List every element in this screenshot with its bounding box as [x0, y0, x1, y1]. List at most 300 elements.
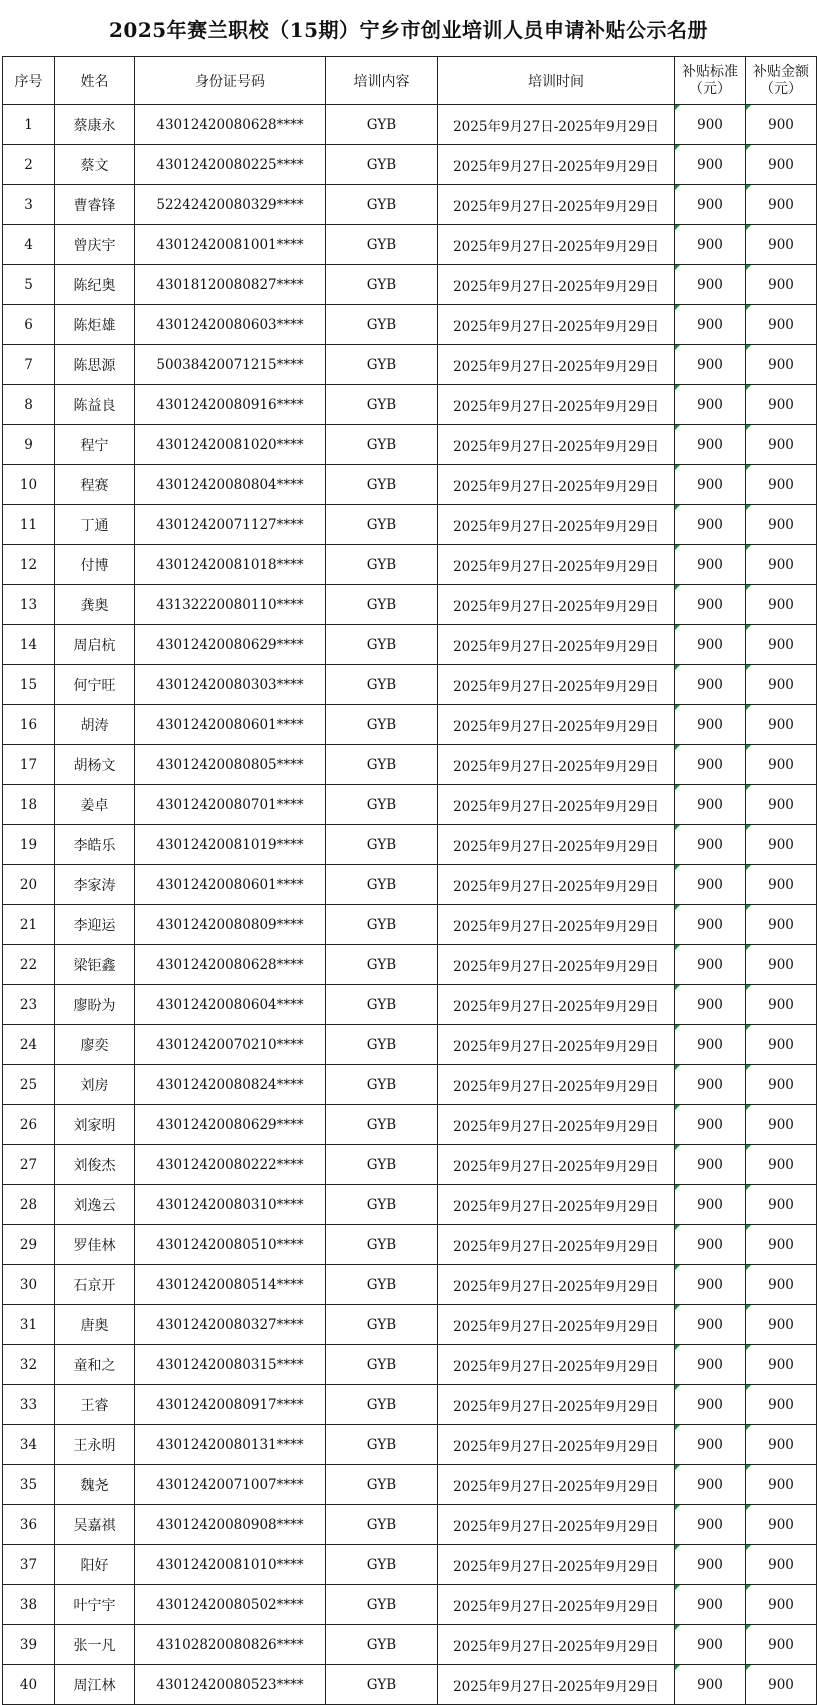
cell-name: 陈思源 [55, 345, 135, 385]
cell-seq: 10 [3, 465, 55, 505]
table-row [3, 345, 817, 385]
table-row [3, 905, 817, 945]
table-row [3, 865, 817, 905]
cell-subsidy-amount: 900 [746, 1625, 817, 1665]
cell-name: 刘逸云 [55, 1185, 135, 1225]
cell-subsidy-amount: 900 [746, 1225, 817, 1265]
cell-training-content: GYB [326, 1025, 438, 1065]
table-row [3, 1065, 817, 1105]
cell-subsidy-amount: 900 [746, 1065, 817, 1105]
cell-name: 周启杭 [55, 625, 135, 665]
cell-training-time: 2025年9月27日-2025年9月29日 [438, 305, 675, 345]
cell-seq: 6 [3, 305, 55, 345]
cell-subsidy-standard: 900 [675, 505, 746, 545]
cell-seq: 33 [3, 1385, 55, 1425]
cell-subsidy-standard: 900 [675, 385, 746, 425]
cell-id-number: 43012420080603**** [135, 305, 326, 345]
cell-training-time: 2025年9月27日-2025年9月29日 [438, 545, 675, 585]
cell-subsidy-standard: 900 [675, 345, 746, 385]
cell-id-number: 43012420081001**** [135, 225, 326, 265]
cell-subsidy-amount: 900 [746, 1025, 817, 1065]
table-row [3, 1225, 817, 1265]
cell-id-number: 43012420080225**** [135, 145, 326, 185]
cell-training-content: GYB [326, 905, 438, 945]
cell-training-content: GYB [326, 745, 438, 785]
cell-training-time: 2025年9月27日-2025年9月29日 [438, 865, 675, 905]
cell-training-content: GYB [326, 705, 438, 745]
cell-id-number: 43012420081010**** [135, 1545, 326, 1585]
header-seq: 序号 [3, 57, 55, 105]
cell-training-content: GYB [326, 1425, 438, 1465]
cell-subsidy-standard: 900 [675, 1225, 746, 1265]
cell-name: 李皓乐 [55, 825, 135, 865]
cell-subsidy-amount: 900 [746, 1145, 817, 1185]
cell-subsidy-standard: 900 [675, 1185, 746, 1225]
cell-training-time: 2025年9月27日-2025年9月29日 [438, 585, 675, 625]
cell-subsidy-amount: 900 [746, 345, 817, 385]
cell-subsidy-standard: 900 [675, 145, 746, 185]
header-subsidy-standard-line2: （元） [689, 80, 731, 97]
cell-subsidy-standard: 900 [675, 1345, 746, 1385]
subsidy-table [2, 56, 817, 1705]
cell-training-content: GYB [326, 625, 438, 665]
cell-seq: 5 [3, 265, 55, 305]
cell-name: 付博 [55, 545, 135, 585]
cell-subsidy-standard: 900 [675, 1145, 746, 1185]
cell-seq: 2 [3, 145, 55, 185]
table-row [3, 1505, 817, 1545]
cell-training-time: 2025年9月27日-2025年9月29日 [438, 785, 675, 825]
cell-training-content: GYB [326, 1545, 438, 1585]
cell-subsidy-standard: 900 [675, 105, 746, 145]
cell-training-content: GYB [326, 1665, 438, 1705]
cell-training-content: GYB [326, 1505, 438, 1545]
cell-seq: 28 [3, 1185, 55, 1225]
cell-training-content: GYB [326, 825, 438, 865]
cell-subsidy-standard: 900 [675, 585, 746, 625]
cell-name: 童和之 [55, 1345, 135, 1385]
cell-training-time: 2025年9月27日-2025年9月29日 [438, 145, 675, 185]
cell-name: 梁钜鑫 [55, 945, 135, 985]
cell-name: 刘房 [55, 1065, 135, 1105]
table-row [3, 825, 817, 865]
cell-id-number: 43012420080701**** [135, 785, 326, 825]
cell-name: 龚奥 [55, 585, 135, 625]
cell-subsidy-amount: 900 [746, 1545, 817, 1585]
cell-subsidy-amount: 900 [746, 105, 817, 145]
cell-id-number: 43012420070210**** [135, 1025, 326, 1065]
cell-subsidy-amount: 900 [746, 905, 817, 945]
table-row [3, 225, 817, 265]
header-training-content: 培训内容 [326, 57, 438, 105]
cell-subsidy-amount: 900 [746, 1385, 817, 1425]
cell-training-content: GYB [326, 1105, 438, 1145]
cell-subsidy-amount: 900 [746, 1465, 817, 1505]
header-subsidy-amount-line1: 补贴金额 [753, 63, 809, 80]
cell-training-time: 2025年9月27日-2025年9月29日 [438, 1465, 675, 1505]
table-body [3, 105, 817, 1705]
cell-training-content: GYB [326, 1145, 438, 1185]
cell-training-time: 2025年9月27日-2025年9月29日 [438, 1625, 675, 1665]
cell-subsidy-standard: 900 [675, 745, 746, 785]
cell-training-time: 2025年9月27日-2025年9月29日 [438, 665, 675, 705]
cell-seq: 40 [3, 1665, 55, 1705]
cell-subsidy-amount: 900 [746, 545, 817, 585]
cell-training-time: 2025年9月27日-2025年9月29日 [438, 105, 675, 145]
cell-id-number: 43012420071127**** [135, 505, 326, 545]
cell-id-number: 43012420080131**** [135, 1425, 326, 1465]
cell-training-time: 2025年9月27日-2025年9月29日 [438, 1225, 675, 1265]
cell-id-number: 43012420080315**** [135, 1345, 326, 1385]
cell-name: 曾庆宇 [55, 225, 135, 265]
cell-training-content: GYB [326, 1345, 438, 1385]
cell-subsidy-amount: 900 [746, 625, 817, 665]
cell-subsidy-amount: 900 [746, 1105, 817, 1145]
cell-training-content: GYB [326, 1305, 438, 1345]
cell-seq: 8 [3, 385, 55, 425]
cell-training-time: 2025年9月27日-2025年9月29日 [438, 345, 675, 385]
cell-seq: 18 [3, 785, 55, 825]
table-row [3, 745, 817, 785]
cell-id-number: 43012420080629**** [135, 1105, 326, 1145]
cell-training-content: GYB [326, 945, 438, 985]
cell-subsidy-amount: 900 [746, 1345, 817, 1385]
table-row [3, 1185, 817, 1225]
cell-training-content: GYB [326, 1225, 438, 1265]
cell-subsidy-amount: 900 [746, 1665, 817, 1705]
cell-id-number: 43012420080628**** [135, 945, 326, 985]
cell-subsidy-amount: 900 [746, 1505, 817, 1545]
cell-id-number: 43012420080510**** [135, 1225, 326, 1265]
cell-seq: 34 [3, 1425, 55, 1465]
cell-id-number: 52242420080329**** [135, 185, 326, 225]
cell-training-content: GYB [326, 985, 438, 1025]
cell-name: 丁通 [55, 505, 135, 545]
cell-seq: 32 [3, 1345, 55, 1385]
cell-subsidy-amount: 900 [746, 425, 817, 465]
cell-id-number: 43132220080110**** [135, 585, 326, 625]
cell-training-content: GYB [326, 665, 438, 705]
cell-subsidy-amount: 900 [746, 145, 817, 185]
cell-name: 阳好 [55, 1545, 135, 1585]
cell-subsidy-standard: 900 [675, 225, 746, 265]
cell-name: 蔡文 [55, 145, 135, 185]
cell-seq: 17 [3, 745, 55, 785]
cell-subsidy-standard: 900 [675, 1385, 746, 1425]
table-row [3, 1585, 817, 1625]
cell-id-number: 43012420080804**** [135, 465, 326, 505]
cell-subsidy-standard: 900 [675, 1545, 746, 1585]
cell-subsidy-amount: 900 [746, 1425, 817, 1465]
cell-seq: 14 [3, 625, 55, 665]
cell-training-content: GYB [326, 1465, 438, 1505]
page-title: 2025年赛兰职校（15期）宁乡市创业培训人员申请补贴公示名册 [109, 17, 708, 42]
cell-name: 王睿 [55, 1385, 135, 1425]
header-subsidy-standard-line1: 补贴标准 [682, 63, 738, 80]
header-subsidy-amount [746, 57, 817, 105]
cell-subsidy-standard: 900 [675, 425, 746, 465]
cell-id-number: 43012420080514**** [135, 1265, 326, 1305]
cell-training-time: 2025年9月27日-2025年9月29日 [438, 1185, 675, 1225]
cell-training-content: GYB [326, 505, 438, 545]
cell-training-content: GYB [326, 1065, 438, 1105]
cell-seq: 7 [3, 345, 55, 385]
cell-name: 程宁 [55, 425, 135, 465]
cell-subsidy-amount: 900 [746, 985, 817, 1025]
cell-subsidy-standard: 900 [675, 785, 746, 825]
cell-training-time: 2025年9月27日-2025年9月29日 [438, 425, 675, 465]
table-row [3, 545, 817, 585]
cell-seq: 24 [3, 1025, 55, 1065]
cell-subsidy-amount: 900 [746, 225, 817, 265]
table-row [3, 185, 817, 225]
cell-id-number: 43012420081020**** [135, 425, 326, 465]
cell-subsidy-amount: 900 [746, 865, 817, 905]
cell-seq: 21 [3, 905, 55, 945]
cell-training-content: GYB [326, 305, 438, 345]
cell-seq: 26 [3, 1105, 55, 1145]
cell-subsidy-amount: 900 [746, 825, 817, 865]
table-row [3, 1305, 817, 1345]
cell-subsidy-standard: 900 [675, 705, 746, 745]
cell-subsidy-amount: 900 [746, 1585, 817, 1625]
cell-name: 李迎运 [55, 905, 135, 945]
cell-training-content: GYB [326, 225, 438, 265]
cell-subsidy-standard: 900 [675, 265, 746, 305]
cell-name: 吴嘉祺 [55, 1505, 135, 1545]
cell-subsidy-standard: 900 [675, 625, 746, 665]
cell-seq: 27 [3, 1145, 55, 1185]
table-row [3, 585, 817, 625]
cell-subsidy-standard: 900 [675, 185, 746, 225]
table-row [3, 1265, 817, 1305]
cell-seq: 22 [3, 945, 55, 985]
header-training-time: 培训时间 [438, 57, 675, 105]
cell-name: 罗佳林 [55, 1225, 135, 1265]
cell-id-number: 43012420080916**** [135, 385, 326, 425]
cell-name: 刘俊杰 [55, 1145, 135, 1185]
cell-name: 廖奕 [55, 1025, 135, 1065]
table-row [3, 1665, 817, 1705]
cell-subsidy-standard: 900 [675, 825, 746, 865]
cell-seq: 23 [3, 985, 55, 1025]
table-row [3, 1105, 817, 1145]
cell-name: 石京开 [55, 1265, 135, 1305]
cell-training-time: 2025年9月27日-2025年9月29日 [438, 225, 675, 265]
cell-seq: 25 [3, 1065, 55, 1105]
cell-training-content: GYB [326, 465, 438, 505]
cell-subsidy-amount: 900 [746, 745, 817, 785]
cell-training-time: 2025年9月27日-2025年9月29日 [438, 1345, 675, 1385]
cell-name: 陈益良 [55, 385, 135, 425]
cell-training-content: GYB [326, 345, 438, 385]
cell-subsidy-standard: 900 [675, 665, 746, 705]
table-row [3, 625, 817, 665]
cell-subsidy-standard: 900 [675, 985, 746, 1025]
table-row [3, 1545, 817, 1585]
cell-training-time: 2025年9月27日-2025年9月29日 [438, 825, 675, 865]
cell-training-time: 2025年9月27日-2025年9月29日 [438, 505, 675, 545]
cell-seq: 13 [3, 585, 55, 625]
cell-name: 姜卓 [55, 785, 135, 825]
cell-name: 程赛 [55, 465, 135, 505]
cell-name: 曹睿锋 [55, 185, 135, 225]
cell-seq: 30 [3, 1265, 55, 1305]
cell-subsidy-standard: 900 [675, 465, 746, 505]
header-id-number: 身份证号码 [135, 57, 326, 105]
cell-id-number: 43012420080310**** [135, 1185, 326, 1225]
cell-id-number: 43012420080523**** [135, 1665, 326, 1705]
cell-subsidy-amount: 900 [746, 305, 817, 345]
table-row [3, 1465, 817, 1505]
cell-training-time: 2025年9月27日-2025年9月29日 [438, 905, 675, 945]
cell-seq: 31 [3, 1305, 55, 1345]
cell-subsidy-amount: 900 [746, 385, 817, 425]
cell-training-time: 2025年9月27日-2025年9月29日 [438, 945, 675, 985]
cell-training-content: GYB [326, 1585, 438, 1625]
cell-subsidy-amount: 900 [746, 705, 817, 745]
cell-id-number: 43012420081018**** [135, 545, 326, 585]
cell-seq: 9 [3, 425, 55, 465]
table-row [3, 785, 817, 825]
cell-subsidy-standard: 900 [675, 1265, 746, 1305]
table-row [3, 1625, 817, 1665]
cell-subsidy-amount: 900 [746, 265, 817, 305]
cell-training-content: GYB [326, 385, 438, 425]
cell-seq: 3 [3, 185, 55, 225]
cell-name: 胡杨文 [55, 745, 135, 785]
cell-subsidy-standard: 900 [675, 865, 746, 905]
header-subsidy-standard [675, 57, 746, 105]
cell-training-time: 2025年9月27日-2025年9月29日 [438, 1065, 675, 1105]
table-row [3, 145, 817, 185]
cell-seq: 11 [3, 505, 55, 545]
cell-training-content: GYB [326, 865, 438, 905]
cell-training-content: GYB [326, 1385, 438, 1425]
header-subsidy-amount-line2: （元） [760, 80, 802, 97]
table-row [3, 1425, 817, 1465]
cell-seq: 29 [3, 1225, 55, 1265]
cell-training-content: GYB [326, 1265, 438, 1305]
cell-subsidy-amount: 900 [746, 505, 817, 545]
cell-seq: 16 [3, 705, 55, 745]
cell-training-content: GYB [326, 585, 438, 625]
cell-seq: 39 [3, 1625, 55, 1665]
cell-subsidy-standard: 900 [675, 1505, 746, 1545]
cell-training-time: 2025年9月27日-2025年9月29日 [438, 705, 675, 745]
cell-name: 周江林 [55, 1665, 135, 1705]
table-row [3, 1025, 817, 1065]
cell-subsidy-standard: 900 [675, 1025, 746, 1065]
cell-subsidy-standard: 900 [675, 305, 746, 345]
cell-name: 蔡康永 [55, 105, 135, 145]
cell-seq: 35 [3, 1465, 55, 1505]
cell-name: 刘家明 [55, 1105, 135, 1145]
cell-training-content: GYB [326, 145, 438, 185]
cell-id-number: 50038420071215**** [135, 345, 326, 385]
cell-seq: 12 [3, 545, 55, 585]
cell-subsidy-standard: 900 [675, 1625, 746, 1665]
cell-subsidy-standard: 900 [675, 945, 746, 985]
cell-subsidy-amount: 900 [746, 1185, 817, 1225]
cell-subsidy-amount: 900 [746, 785, 817, 825]
table-row [3, 945, 817, 985]
cell-training-content: GYB [326, 1185, 438, 1225]
cell-name: 叶宁宇 [55, 1585, 135, 1625]
cell-training-content: GYB [326, 105, 438, 145]
cell-name: 廖盼为 [55, 985, 135, 1025]
header-name: 姓名 [55, 57, 135, 105]
table-row [3, 1345, 817, 1385]
cell-seq: 19 [3, 825, 55, 865]
cell-name: 何宁旺 [55, 665, 135, 705]
cell-id-number: 43102820080826**** [135, 1625, 326, 1665]
cell-training-content: GYB [326, 545, 438, 585]
cell-subsidy-standard: 900 [675, 1105, 746, 1145]
cell-name: 张一凡 [55, 1625, 135, 1665]
cell-training-time: 2025年9月27日-2025年9月29日 [438, 1025, 675, 1065]
cell-training-time: 2025年9月27日-2025年9月29日 [438, 1665, 675, 1705]
cell-subsidy-amount: 900 [746, 945, 817, 985]
cell-id-number: 43012420080601**** [135, 705, 326, 745]
cell-id-number: 43012420080222**** [135, 1145, 326, 1185]
cell-training-time: 2025年9月27日-2025年9月29日 [438, 985, 675, 1025]
cell-id-number: 43012420080601**** [135, 865, 326, 905]
cell-subsidy-amount: 900 [746, 465, 817, 505]
cell-training-time: 2025年9月27日-2025年9月29日 [438, 1265, 675, 1305]
cell-training-time: 2025年9月27日-2025年9月29日 [438, 465, 675, 505]
table-row [3, 105, 817, 145]
cell-training-time: 2025年9月27日-2025年9月29日 [438, 1585, 675, 1625]
table-row [3, 425, 817, 465]
cell-id-number: 43012420081019**** [135, 825, 326, 865]
cell-training-time: 2025年9月27日-2025年9月29日 [438, 1145, 675, 1185]
cell-subsidy-amount: 900 [746, 1265, 817, 1305]
cell-training-time: 2025年9月27日-2025年9月29日 [438, 1425, 675, 1465]
cell-training-content: GYB [326, 265, 438, 305]
cell-subsidy-standard: 900 [675, 1425, 746, 1465]
cell-id-number: 43012420080629**** [135, 625, 326, 665]
table-row [3, 265, 817, 305]
cell-name: 陈纪奥 [55, 265, 135, 305]
cell-subsidy-standard: 900 [675, 1665, 746, 1705]
cell-name: 王永明 [55, 1425, 135, 1465]
cell-name: 陈炬雄 [55, 305, 135, 345]
table-row [3, 385, 817, 425]
table-row [3, 505, 817, 545]
cell-id-number: 43012420080917**** [135, 1385, 326, 1425]
table-row [3, 705, 817, 745]
cell-subsidy-standard: 900 [675, 1585, 746, 1625]
cell-training-time: 2025年9月27日-2025年9月29日 [438, 625, 675, 665]
cell-training-content: GYB [326, 1625, 438, 1665]
cell-training-time: 2025年9月27日-2025年9月29日 [438, 745, 675, 785]
cell-id-number: 43012420080805**** [135, 745, 326, 785]
cell-seq: 1 [3, 105, 55, 145]
cell-id-number: 43012420080908**** [135, 1505, 326, 1545]
cell-id-number: 43012420080628**** [135, 105, 326, 145]
cell-id-number: 43018120080827**** [135, 265, 326, 305]
cell-id-number: 43012420080303**** [135, 665, 326, 705]
table-row [3, 1385, 817, 1425]
cell-subsidy-amount: 900 [746, 665, 817, 705]
cell-training-time: 2025年9月27日-2025年9月29日 [438, 1505, 675, 1545]
cell-id-number: 43012420080809**** [135, 905, 326, 945]
cell-subsidy-amount: 900 [746, 185, 817, 225]
cell-subsidy-standard: 900 [675, 1305, 746, 1345]
cell-seq: 37 [3, 1545, 55, 1585]
table-row [3, 1145, 817, 1185]
